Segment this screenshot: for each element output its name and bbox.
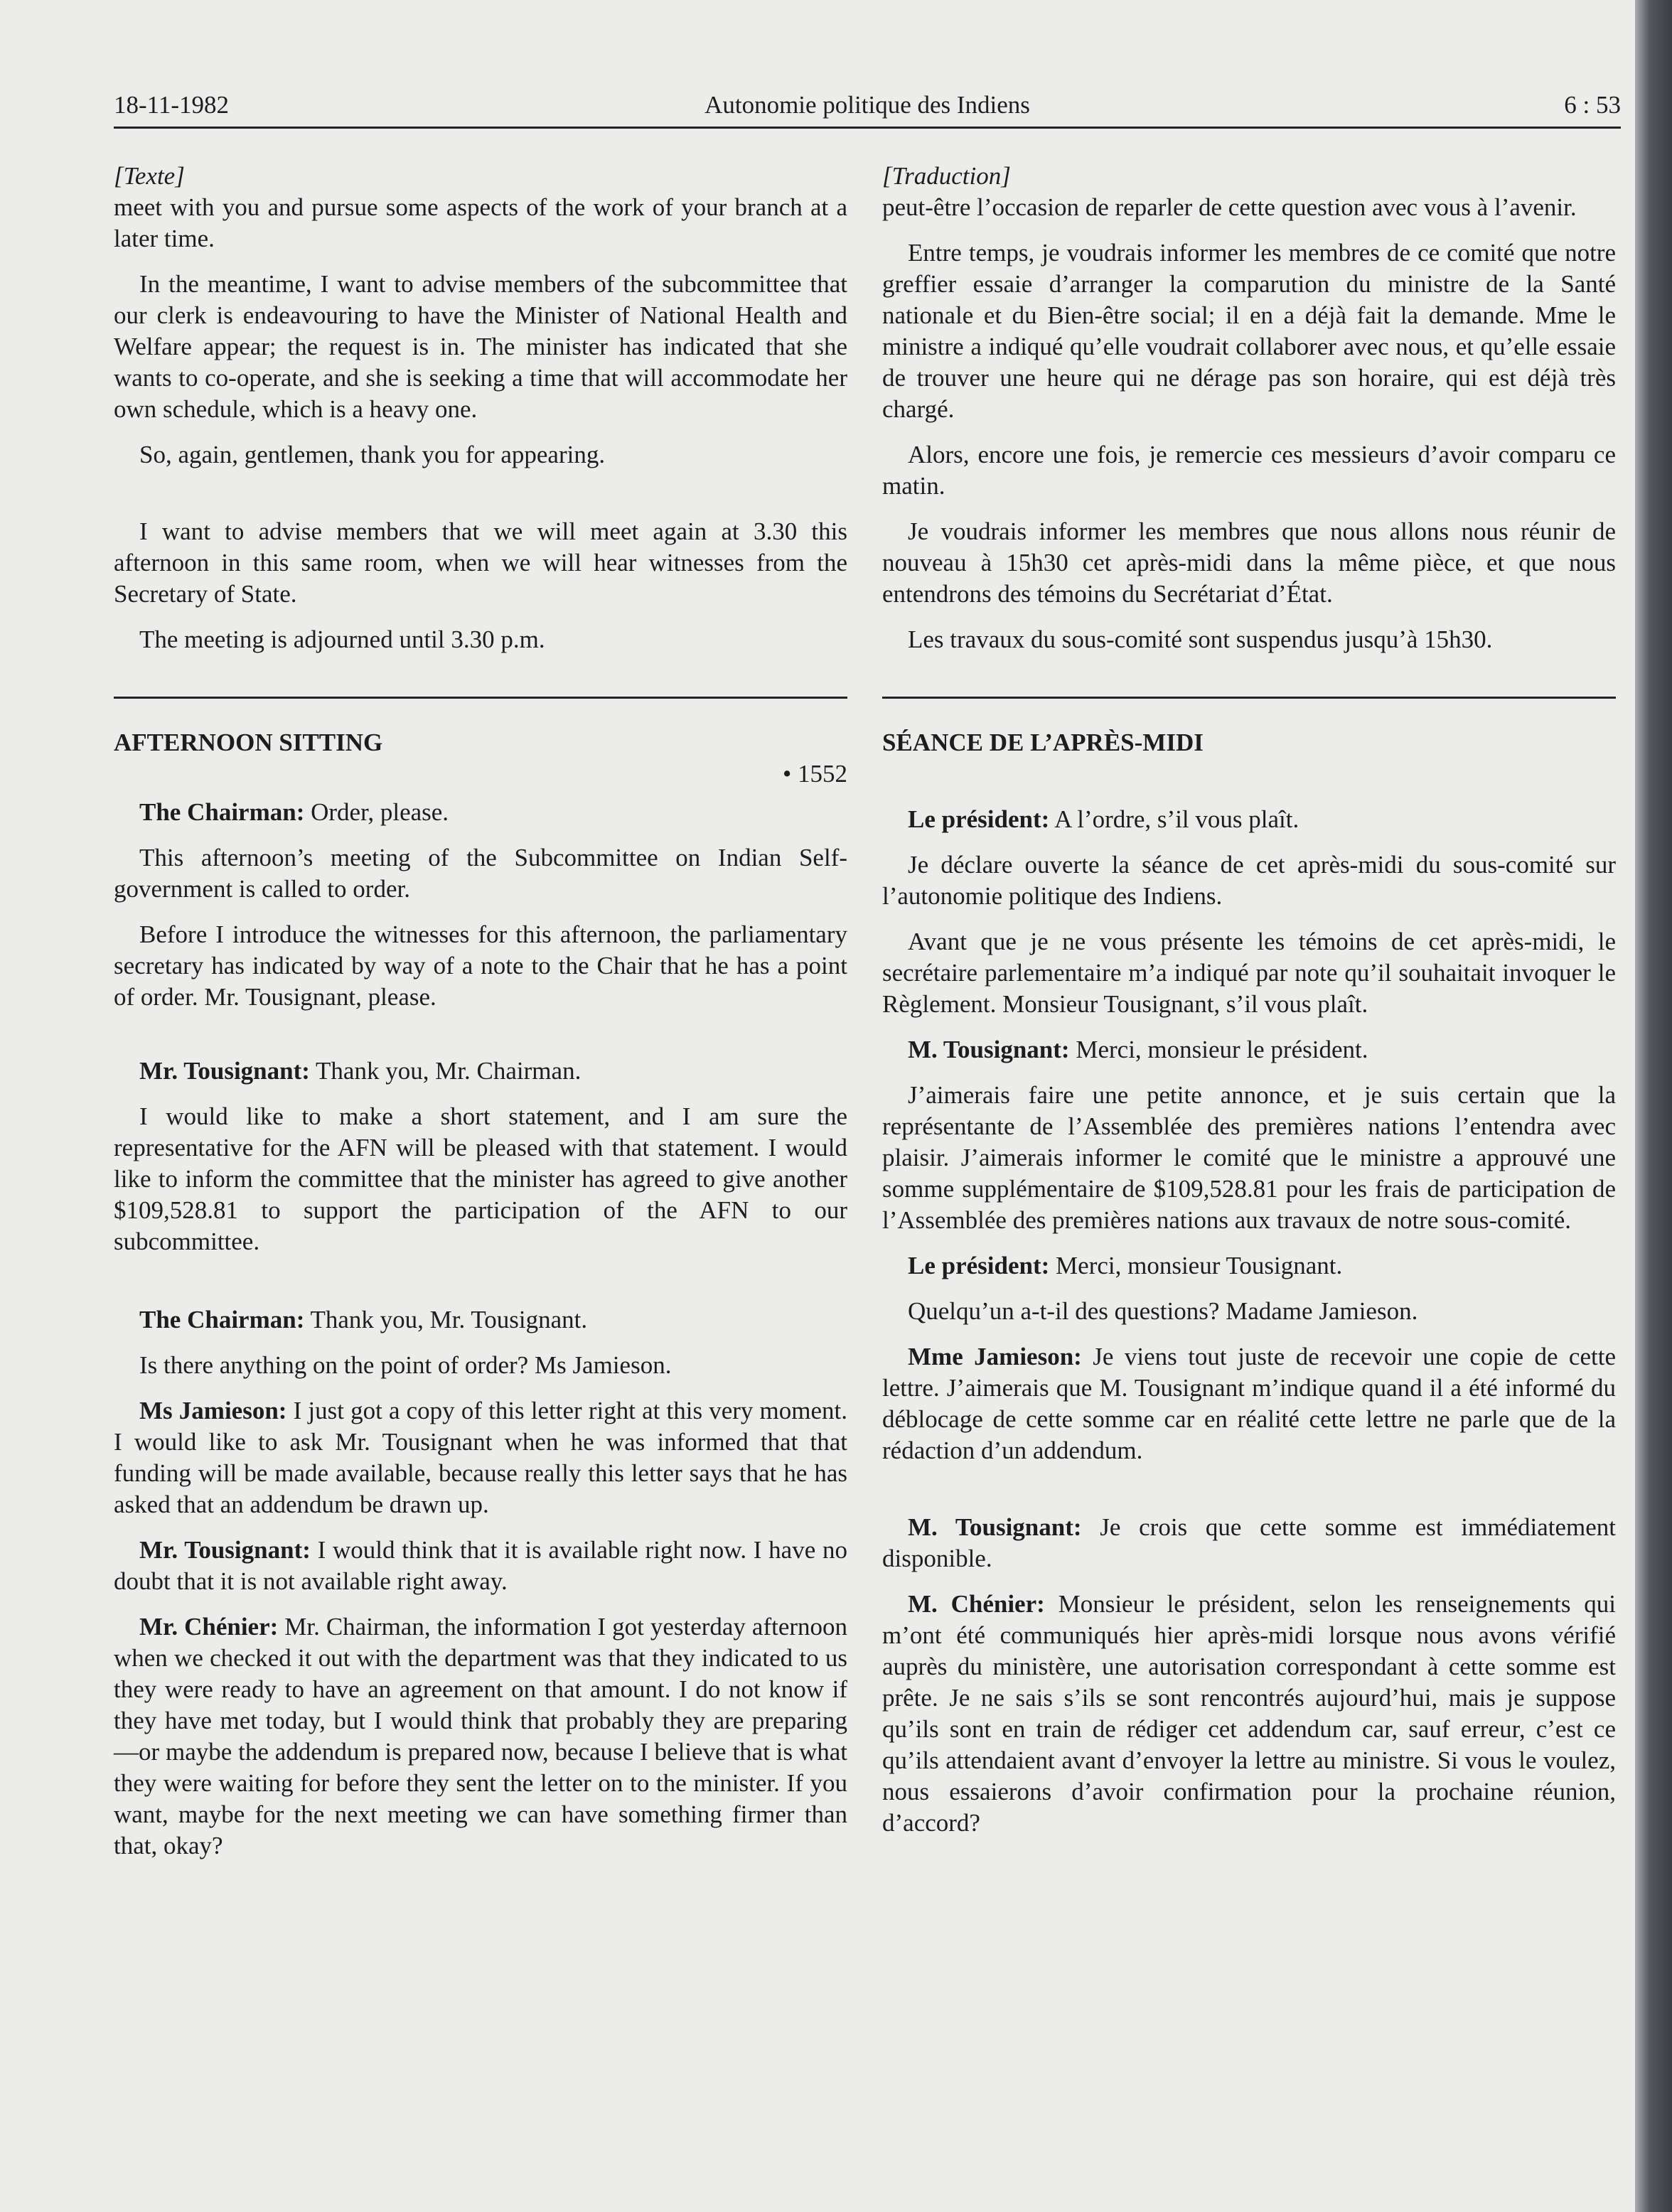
speech-text: Thank you, Mr. Tousignant.: [304, 1306, 588, 1333]
speaker-name: M. Tousignant:: [908, 1513, 1082, 1541]
speaker-name: The Chairman:: [139, 798, 305, 826]
column-tag: [Texte]: [114, 162, 185, 190]
english-column: [114, 161, 847, 1862]
column-tag: [Traduction]: [882, 162, 1011, 190]
paragraph: In the meantime, I want to advise members of the subcommittee that our clerk is endeavouring to have the Minister of National Health and Welfare appear; the request is in. The minister has indicated that she wants to co-operate, and she is seeking a time that will accommodate her own schedule, which is a heavy one.: [114, 270, 847, 423]
time-mark: • 1552: [782, 760, 847, 788]
speaker-turn: [882, 804, 1616, 835]
speaker-name: Mr. Tousignant:: [139, 1536, 311, 1564]
paragraph: meet with you and pursue some aspects of the work of your branch at a later time.: [114, 193, 847, 252]
binding-spine: [1635, 0, 1672, 2212]
speech-text: I would think that it is available right now. I have no doubt that it is not available right away.: [114, 1536, 847, 1595]
paragraph: Before I introduce the witnesses for this afternoon, the parliamentary secretary has indicated by way of a note to the Chair that he has a point of order. Mr. Tousignant, please.: [114, 920, 847, 1011]
speaker-turn: [114, 1535, 847, 1597]
speaker-turn: [114, 1611, 847, 1862]
paragraph: Alors, encore une fois, je remercie ces messieurs d’avoir comparu ce matin.: [882, 441, 1616, 500]
paragraph: Je voudrais informer les membres que nous allons nous réunir de nouveau à 15h30 cet après-midi dans la même pièce, et que nous entendrons des témoins du Secrétariat d’État.: [882, 517, 1616, 608]
speech-text: Merci, monsieur le président.: [1069, 1036, 1368, 1063]
speaker-name: Le président:: [908, 805, 1050, 833]
speech-text: Thank you, Mr. Chairman.: [309, 1057, 582, 1085]
speech-text: Monsieur le président, selon les renseignements qui m’ont été communiqués hier après-midi lorsque nous avons vérifié auprès du ministère, une autorisation correspondant à cette somme est prête. Je ne sais s’ils se sont rencontrés aujourd’hui, mais je suppose qu’ils sont en train de rédiger cet addendum car, sauf erreur, c’est ce qu’ils attendaient avant d’envoyer la lettre au ministre. Si vous le voulez, nous essaierons d’avoir confirmation pour la prochaine réunion, d’accord?: [882, 1590, 1616, 1837]
speaker-turn: [114, 1395, 847, 1520]
running-header: [114, 88, 1621, 127]
paragraph: Is there anything on the point of order? Ms Jamieson.: [139, 1351, 672, 1379]
header-rule: [114, 127, 1621, 129]
speaker-name: M. Chénier:: [908, 1590, 1045, 1618]
header-date: 18-11-1982: [114, 91, 230, 119]
paragraph: J’aimerais faire une petite annonce, et je suis certain que la représentante de l’Assemblée des premières nations l’entendra avec plaisir. J’aimerais informer le comité que le ministre a approuvé une somme supplémentaire de $109,528.81 pour les frais de participation de l’Assemblée des premières nations aux travaux de notre sous-comité.: [882, 1081, 1616, 1234]
paragraph: Quelqu’un a-t-il des questions? Madame Jamieson.: [908, 1297, 1418, 1325]
speaker-turn: [882, 1034, 1616, 1065]
speaker-name: Mme Jamieson:: [908, 1343, 1082, 1370]
speech-text: Je crois que cette somme est immédiatement disponible.: [882, 1513, 1616, 1572]
speaker-turn: [882, 1589, 1616, 1839]
header-title: Autonomie politique des Indiens: [704, 91, 1030, 119]
paragraph: This afternoon’s meeting of the Subcommittee on Indian Self-government is called to order.: [114, 844, 847, 903]
paragraph: So, again, gentlemen, thank you for appearing.: [139, 441, 606, 468]
paragraph: peut-être l’occasion de reparler de cette question avec vous à l’avenir.: [882, 193, 1577, 221]
paragraph: The meeting is adjourned until 3.30 p.m.: [139, 626, 545, 653]
paragraph: I want to advise members that we will meet again at 3.30 this afternoon in this same room, when we will hear witnesses from the Secretary of State.: [114, 517, 847, 608]
paragraph: Les travaux du sous-comité sont suspendus jusqu’à 15h30.: [908, 626, 1493, 653]
speaker-name: The Chairman:: [139, 1306, 305, 1333]
section-heading: AFTERNOON SITTING: [114, 729, 383, 756]
speech-text: Order, please.: [304, 798, 449, 826]
paragraph: Entre temps, je voudrais informer les membres de ce comité que notre greffier essaie d’arranger la comparution du ministre de la Santé nationale et du Bien-être social; il en a déjà fait la demande. Mme le ministre a indiqué qu’elle voudrait collaborer avec nous, et qu’elle essaie de trouver une heure qui ne dérage pas son horaire, qui est déjà très chargé.: [882, 239, 1616, 423]
speaker-turn: [114, 797, 847, 828]
speaker-turn: [114, 1304, 847, 1336]
speaker-name: M. Tousignant:: [908, 1036, 1070, 1063]
speaker-name: Le président:: [908, 1252, 1050, 1279]
speaker-name: Mr. Tousignant:: [139, 1057, 310, 1085]
paragraph: I would like to make a short statement, and I am sure the representative for the AFN will be pleased with that statement. I would like to inform the committee that the minister has agreed to give another $109,528.81 to support the participation of the AFN to our subcommittee.: [114, 1102, 847, 1255]
paragraph: Avant que je ne vous présente les témoins de cet après-midi, le secrétaire parlementaire m’a indiqué par note qu’il souhaitait invoquer le Règlement. Monsieur Tousignant, s’il vous plaît.: [882, 928, 1616, 1018]
section-heading: SÉANCE DE L’APRÈS-MIDI: [882, 729, 1204, 756]
speaker-turn: [882, 1250, 1616, 1282]
speech-text: Mr. Chairman, the information I got yesterday afternoon when we checked it out with the department was that they indicated to us they were ready to have an agreement on that amount. I do not know if they have met today, but I would think that probably they are preparing—or maybe the addendum is prepared now, because I believe that is what they were waiting for before they sent the letter on to the minister. If you want, maybe for the next meeting we can have something firmer than that, okay?: [114, 1613, 848, 1859]
speech-text: Merci, monsieur Tousignant.: [1049, 1252, 1343, 1279]
paragraph: Je déclare ouverte la séance de cet après-midi du sous-comité sur l’autonomie politique des Indiens.: [882, 851, 1616, 910]
speech-text: Je viens tout juste de recevoir une copie de cette lettre. J’aimerais que M. Tousignant m’indique quand il a été informé du déblocage de cette somme car en réalité cette lettre ne parle que de la rédaction d’un addendum.: [882, 1343, 1616, 1464]
page-number: 6 : 53: [1564, 91, 1621, 119]
speaker-name: Ms Jamieson:: [139, 1397, 287, 1424]
speech-text: I just got a copy of this letter right at this very moment. I would like to ask Mr. Tousignant when he was informed that that funding will be made available, because really this letter says that he has asked that an addendum be drawn up.: [114, 1397, 847, 1518]
french-column: [882, 161, 1616, 1839]
speaker-turn: [114, 1056, 847, 1087]
speaker-turn: [882, 1512, 1616, 1574]
speech-text: A l’ordre, s’il vous plaît.: [1049, 805, 1299, 833]
speaker-name: Mr. Chénier:: [139, 1613, 279, 1641]
speaker-turn: [882, 1341, 1616, 1466]
